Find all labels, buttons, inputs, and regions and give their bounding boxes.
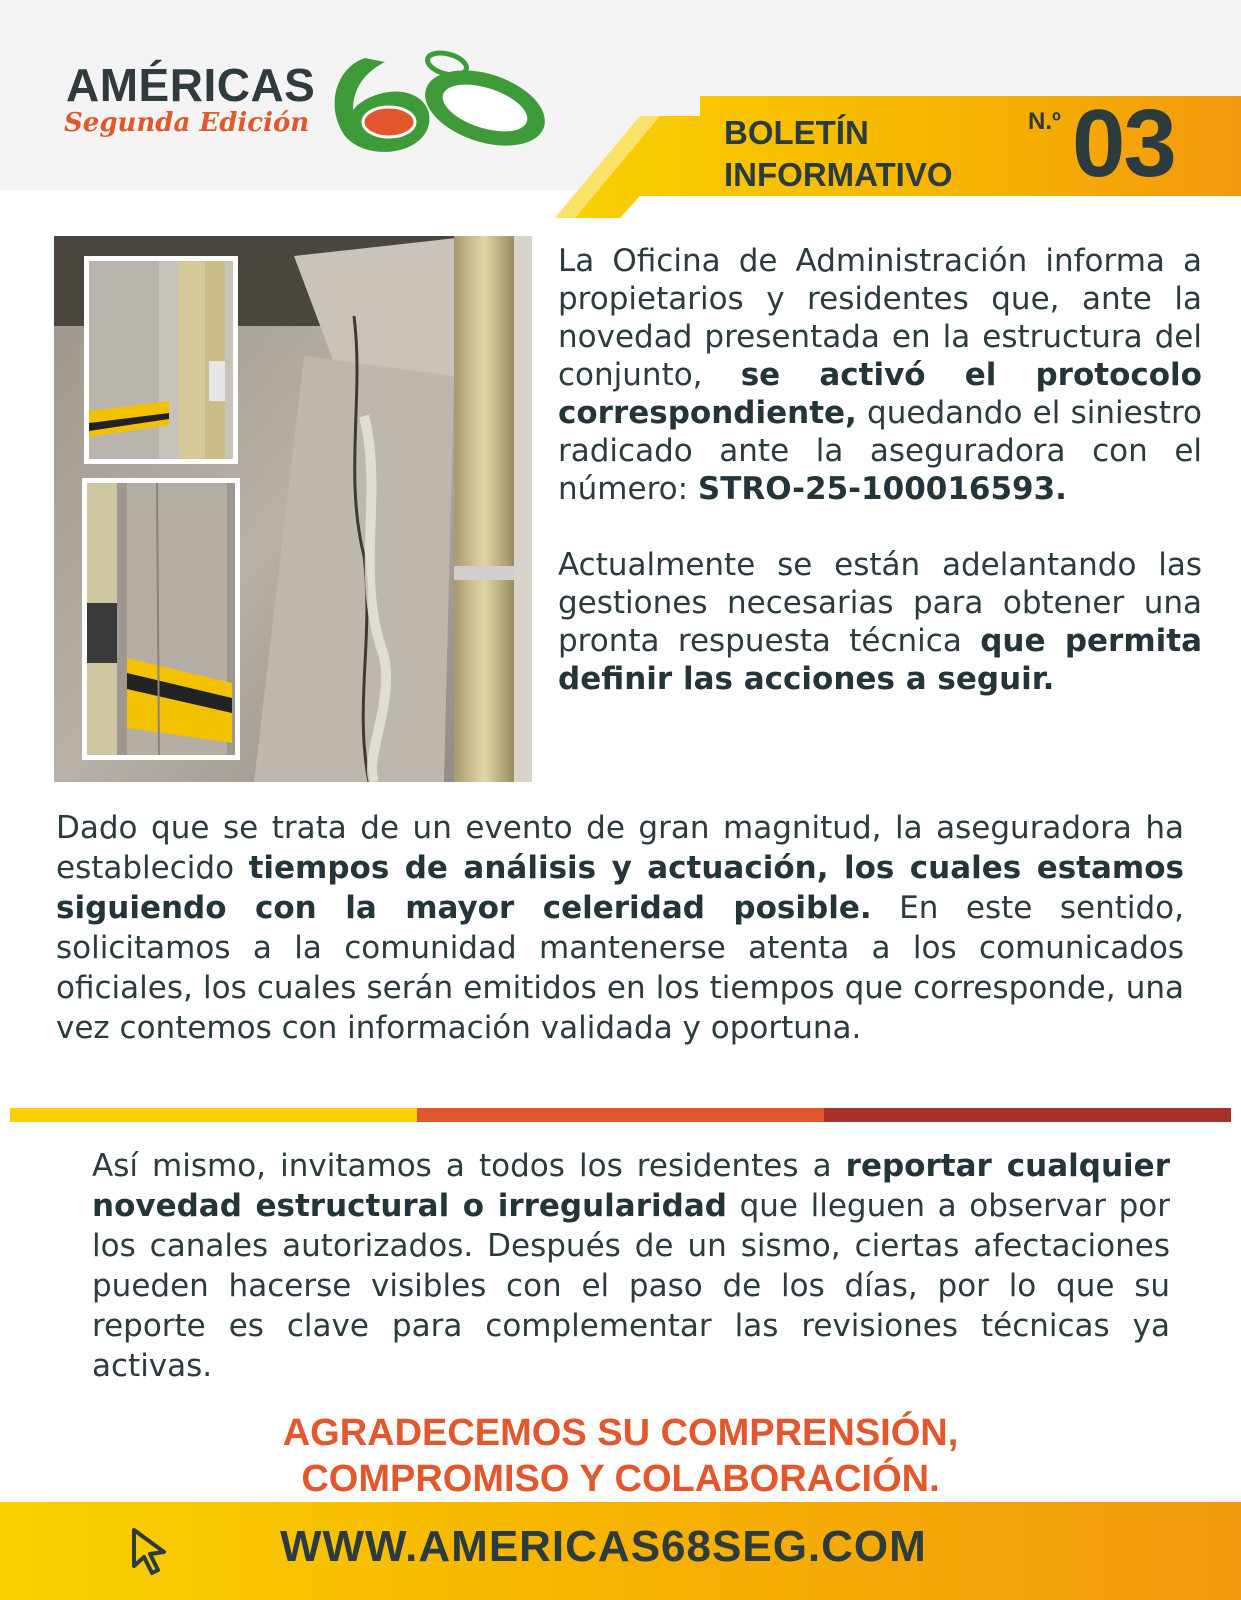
paragraph-text: Así mismo, invitamos a todos los residentes a [92, 1148, 846, 1184]
closing-line2: COMPROMISO Y COLABORACIÓN. [301, 1458, 940, 1500]
closing-message [0, 1410, 1241, 1502]
paragraph-bold: tiempos de análisis y actuación, los cuales estamos siguiendo con la mayor celeridad posible. [56, 850, 1184, 926]
bulletin-title [724, 112, 953, 196]
paragraph-bold: reportar cualquier novedad estructural o irregularidad [92, 1148, 1170, 1224]
website-link[interactable]: WWW.AMERICAS68SEG.COM [280, 1522, 927, 1571]
paragraph-text: Actualmente se están adelantando las gestiones necesarias para obtener una pronta respuesta técnica [558, 547, 1202, 659]
divider-segment-red [824, 1108, 1231, 1122]
logo-wordmark: AMÉRICAS [66, 59, 316, 111]
divider-segment-yellow [10, 1108, 417, 1122]
paragraph-bold: se activó el protocolo correspondiente, [558, 357, 1202, 431]
photo-inset-bottom-icon [87, 483, 235, 755]
cursor-icon [128, 1526, 172, 1576]
closing-line1: AGRADECEMOS SU COMPRENSIÓN, [282, 1412, 959, 1454]
bulletin-title-line2: INFORMATIVO [724, 156, 953, 193]
photo-inset-bottom [82, 478, 240, 760]
bulletin-number-label: N.º [1028, 108, 1061, 135]
paragraph-text: quedando el siniestro radicado ante la aseguradora con el número: [558, 395, 1202, 507]
photo-inset-top-icon [89, 261, 233, 459]
paragraph-report-request [92, 1146, 1170, 1386]
paragraph-text: que lleguen a observar por los canales autorizados. Después de un sismo, ciertas afectaciones pueden hacerse visibles con el paso de los días, por lo que su reporte es clave para complementar las revisiones técnicas ya activas. [92, 1188, 1170, 1384]
paragraph-text: Dado que se trata de un evento de gran magnitud, la aseguradora ha establecido [56, 810, 1184, 886]
color-divider [10, 1108, 1231, 1122]
paragraph-current-actions [558, 546, 1202, 698]
paragraph-text: En este sentido, solicitamos a la comunidad mantenerse atenta a los comunicados oficiales, los cuales serán emitidos en los tiempos que corresponde, una vez contemos con información validada y oportuna. [56, 890, 1184, 1046]
paragraph-timeline [56, 808, 1184, 1048]
building-damage-photo [54, 236, 532, 782]
divider-segment-orange [417, 1108, 824, 1122]
claim-number: STRO-25-100016593. [697, 471, 1067, 507]
paragraph-text: La Oficina de Administración informa a propietarios y residentes que, ante la novedad presentada en la estructura del conjunto, [558, 243, 1202, 393]
paragraph-insurance-claim [558, 242, 1202, 508]
photo-inset-top [84, 256, 238, 464]
bulletin-number: 03 [1072, 90, 1175, 197]
footer-bar [0, 1502, 1241, 1600]
logo-subtitle: Segunda Edición [64, 108, 310, 138]
bulletin-title-line1: BOLETÍN [724, 114, 869, 151]
paragraph-bold: que permita definir las acciones a seguir. [558, 623, 1202, 697]
